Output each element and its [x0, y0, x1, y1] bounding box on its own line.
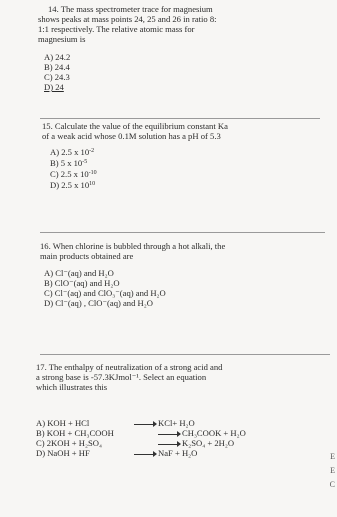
- margin-letter: C: [329, 480, 335, 489]
- question-16-option-a: A) Cl⁻(aq) and H₂O: [44, 268, 114, 278]
- question-15: [42, 121, 228, 190]
- option-label: C) 2.5 x 10: [50, 169, 89, 179]
- question-17-option-b: [36, 428, 246, 438]
- reaction-arrow-icon: [134, 424, 156, 425]
- question-14-option-d: D) 24: [44, 82, 64, 92]
- divider: [40, 232, 325, 233]
- equation-products: KCl+ H₂O: [158, 418, 195, 428]
- option-exponent: -10: [88, 170, 97, 176]
- question-17-text-line: 17. The enthalpy of neutralization of a strong acid and: [36, 362, 223, 372]
- margin-letter: E: [330, 466, 335, 475]
- question-14-option-b: B) 24.4: [44, 62, 70, 72]
- question-17-option-d: [36, 448, 246, 458]
- option-label: D) 2.5 x 10: [50, 180, 90, 190]
- divider: [40, 354, 330, 355]
- equation-products: NaF + H₂O: [158, 448, 198, 458]
- equation-reactants: D) NaOH + HF: [36, 448, 90, 458]
- question-16-text-line: main products obtained are: [40, 251, 134, 261]
- question-15-option-c: [42, 168, 228, 179]
- question-16-text-line: 16. When chlorine is bubbled through a hot alkali, the: [40, 241, 226, 251]
- question-16-option-b: B) ClO⁻(aq) and H₂O: [44, 278, 120, 288]
- option-exponent: -5: [82, 159, 88, 165]
- question-14: [38, 4, 217, 92]
- question-17-option-c: [36, 438, 246, 448]
- question-14-text-line: magnesium is: [38, 34, 86, 44]
- reaction-arrow-icon: [134, 454, 156, 455]
- question-14-text-line: 14. The mass spectrometer trace for magnesium: [48, 4, 213, 14]
- question-14-text-line: shows peaks at mass points 24, 25 and 26 in ratio 8:: [38, 14, 217, 24]
- option-exponent: 10: [89, 181, 96, 187]
- reaction-arrow-icon: [158, 444, 180, 445]
- equation-reactants: B) KOH + CH₃COOH: [36, 428, 114, 438]
- question-16-option-d: D) Cl⁻(aq) , ClO⁻(aq) and H₂O: [44, 298, 153, 308]
- option-label: A) 2.5 x 10: [50, 147, 90, 157]
- question-14-text-line: 1:1 respectively. The relative atomic mass for: [38, 24, 195, 34]
- equation-reactants: C) 2KOH + H₂SO₄: [36, 438, 102, 448]
- question-17: [36, 362, 246, 458]
- option-label: B) 5 x 10: [50, 158, 83, 168]
- margin-letter: E: [330, 452, 335, 461]
- equation-products: CH₃COOK + H₂O: [182, 428, 246, 438]
- question-16: [40, 241, 225, 308]
- question-15-text-line: 15. Calculate the value of the equilibrium constant Ka: [42, 121, 228, 131]
- question-15-option-d: [42, 179, 228, 190]
- question-14-option-c: C) 24.3: [44, 72, 70, 82]
- question-15-option-a: [42, 146, 228, 157]
- equation-reactants: A) KOH + HCl: [36, 418, 90, 428]
- question-15-text-line: of a weak acid whose 0.1M solution has a pH of 5.3: [42, 131, 221, 141]
- question-17-text-line: which illustrates this: [36, 382, 108, 392]
- question-14-option-a: A) 24.2: [44, 52, 71, 62]
- question-17-text-line: a strong base is -57.3KJmol⁻¹. Select an equation: [36, 372, 207, 382]
- question-17-option-a: [36, 418, 246, 428]
- reaction-arrow-icon: [158, 434, 180, 435]
- equation-products: K₂SO₄ + 2H₂O: [182, 438, 235, 448]
- question-15-option-b: [42, 157, 228, 168]
- question-16-option-c: C) Cl⁻(aq) and ClO₃⁻(aq) and H₂O: [44, 288, 166, 298]
- divider: [40, 118, 320, 119]
- option-exponent: -2: [89, 148, 95, 154]
